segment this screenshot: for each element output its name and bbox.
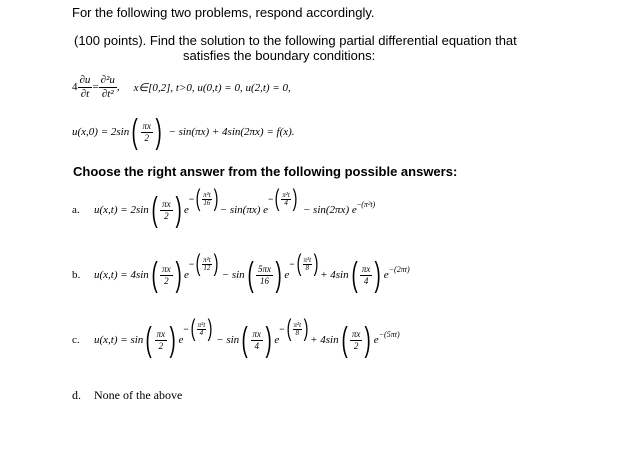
option-b-frac1-num: πx bbox=[162, 263, 171, 274]
option-c-frac1-num: πx bbox=[156, 328, 166, 339]
problem-line-2: satisfies the boundary conditions: bbox=[183, 48, 376, 63]
option-b-exp2-den: 8 bbox=[305, 263, 310, 272]
option-d-label: d. bbox=[72, 388, 81, 402]
option-a-exponent-1: − ( $\frac{\text{π²t}}{16}$ ) bbox=[188, 185, 219, 212]
option-a-term2: − sin(πx) e bbox=[219, 204, 269, 216]
option-c-exp1-num: π²t bbox=[197, 320, 206, 329]
pde-comma: , bbox=[116, 81, 120, 93]
option-c-exp3-base: e bbox=[373, 334, 379, 346]
option-c-exp1-den: 4 bbox=[199, 328, 204, 337]
initial-frac-numerator: πx bbox=[142, 120, 152, 131]
option-a-label: a. bbox=[72, 204, 80, 216]
option-b-frac3-num: πx bbox=[361, 263, 371, 274]
option-a-lhs: u(x,t) = 2sin bbox=[94, 204, 149, 216]
option-a-exp3: (π²t) bbox=[361, 199, 376, 209]
option-b-exp3-base: e bbox=[383, 269, 389, 281]
option-c-lhs: u(x,t) = sin bbox=[94, 334, 144, 346]
option-d-text: None of the above bbox=[94, 388, 183, 402]
option-c[interactable]: c. u(x,t) = sin ( $\frac{\pi x}{2}$ ) e − ( $\frac{\text{π²t}}{4}$ ) − sin ( $\frac{\pi x}{4}$ ) e − ( $\frac{\text{π²t}}{8}$ ) + 4sin ( $\frac{\pi x}{2}$ ) e −(5πt) bbox=[72, 315, 400, 359]
option-b-exponent-2: − ( $\frac{\text{π²t}}{8}$ ) bbox=[289, 250, 319, 277]
pde-coefficient: 4 bbox=[72, 81, 78, 93]
option-a-exp2-num: π²t bbox=[282, 190, 290, 199]
option-c-frac3-num: πx bbox=[351, 328, 361, 339]
intro-text: For the following two problems, respond accordingly. bbox=[72, 5, 375, 20]
option-b-exp1-den: 12 bbox=[203, 263, 211, 272]
option-c-frac2-den: 4 bbox=[254, 340, 260, 351]
pde-equals: = bbox=[92, 81, 99, 93]
initial-condition: u(x,0) = 2sin ( $\frac{\pi x}{2}$ ) − sin(πx) + 4sin(2πx) = f(x). bbox=[72, 113, 295, 151]
option-c-frac1-den: 2 bbox=[158, 340, 164, 351]
option-b-frac1-den: 2 bbox=[164, 275, 169, 286]
option-a[interactable]: a. u(x,t) = 2sin ( $\frac{\pi x}{2}$ ) e − ( $\frac{\text{π²t}}{16}$ ) − sin(πx) e − ( $\frac{\text{π²t}}{4}$ ) − sin(2πx) e −(π²t) bbox=[72, 185, 376, 229]
initial-lhs: u(x,0) = 2sin bbox=[72, 126, 130, 138]
option-b-exp1-num: π²t bbox=[203, 255, 211, 264]
option-c-sin3: + 4sin bbox=[310, 334, 339, 346]
option-c-exp3: −(5πt) bbox=[378, 329, 400, 339]
pde-conditions: x∈[0,2], t>0, u(0,t) = 0, u(2,t) = 0, bbox=[133, 81, 291, 94]
option-a-exp1-num: π²t bbox=[203, 190, 211, 199]
option-b-sin3: + 4sin bbox=[320, 269, 349, 281]
option-b-label: b. bbox=[72, 269, 81, 281]
option-a-exp2-den: 4 bbox=[284, 198, 288, 207]
option-b-sin2: − sin bbox=[221, 269, 245, 281]
option-b-frac2-den: 16 bbox=[260, 275, 270, 286]
option-b-exp2-base: e bbox=[284, 269, 290, 281]
option-b-frac2-num: 5πx bbox=[258, 263, 272, 274]
option-b-exp1-base: e bbox=[183, 269, 189, 281]
option-a-frac1-num: πx bbox=[162, 198, 171, 209]
problem-line-1: (100 points). Find the solution to the following partial differential equation that bbox=[74, 33, 517, 48]
option-c-exp1-base: e bbox=[178, 334, 184, 346]
option-c-sin2: − sin bbox=[216, 334, 240, 346]
option-a-frac1-den: 2 bbox=[164, 210, 169, 221]
option-b-exp3: −(2πt) bbox=[388, 264, 410, 274]
option-c-exponent-1: − ( $\frac{\text{π²t}}{4}$ ) bbox=[183, 315, 213, 342]
option-c-exp2-num: π²t bbox=[293, 320, 302, 329]
answers-heading: Choose the right answer from the following possible answers: bbox=[73, 164, 458, 179]
option-b-exp2-num: π²t bbox=[303, 255, 312, 264]
pde-rhs-numerator: ∂²u bbox=[100, 73, 115, 86]
initial-rest: − sin(πx) + 4sin(2πx) = f(x). bbox=[168, 126, 295, 138]
option-b-exponent-1: − ( $\frac{\text{π²t}}{12}$ ) bbox=[188, 250, 219, 277]
option-b[interactable]: b. u(x,t) = 4sin ( $\frac{\pi x}{2}$ ) e − ( $\frac{\text{π²t}}{12}$ ) − sin ( $\frac{5\pi x}{16}$ ) e − ( $\frac{\text{π²t}}{8}$ ) + 4sin ( $\frac{\pi x}{4}$ ) e −(2πt) bbox=[72, 250, 410, 294]
pde-lhs-numerator: ∂u bbox=[79, 73, 91, 86]
option-c-frac2-num: πx bbox=[252, 328, 262, 339]
pde-rhs-denominator: ∂t² bbox=[101, 87, 114, 100]
option-c-exp2-base: e bbox=[274, 334, 280, 346]
option-a-exponent-2: − ( $\frac{\text{π²t}}{4}$ ) bbox=[268, 185, 298, 212]
option-c-exponent-2: − ( $\frac{\text{π²t}}{8}$ ) bbox=[279, 315, 309, 342]
option-a-term3: − sin(2πx) e bbox=[302, 204, 357, 216]
option-d[interactable] bbox=[72, 388, 182, 403]
option-c-frac3-den: 2 bbox=[353, 340, 359, 351]
option-c-label: c. bbox=[72, 334, 80, 346]
option-b-lhs: u(x,t) = 4sin bbox=[94, 269, 149, 281]
initial-frac-denominator: 2 bbox=[144, 132, 150, 143]
option-a-exp1-base: e bbox=[183, 204, 189, 216]
pde-lhs-denominator: ∂t bbox=[80, 87, 90, 100]
option-a-exp1-den: 16 bbox=[203, 198, 211, 207]
option-b-frac3-den: 4 bbox=[363, 275, 369, 286]
option-c-exp2-den: 8 bbox=[295, 328, 300, 337]
pde-equation bbox=[72, 70, 291, 104]
